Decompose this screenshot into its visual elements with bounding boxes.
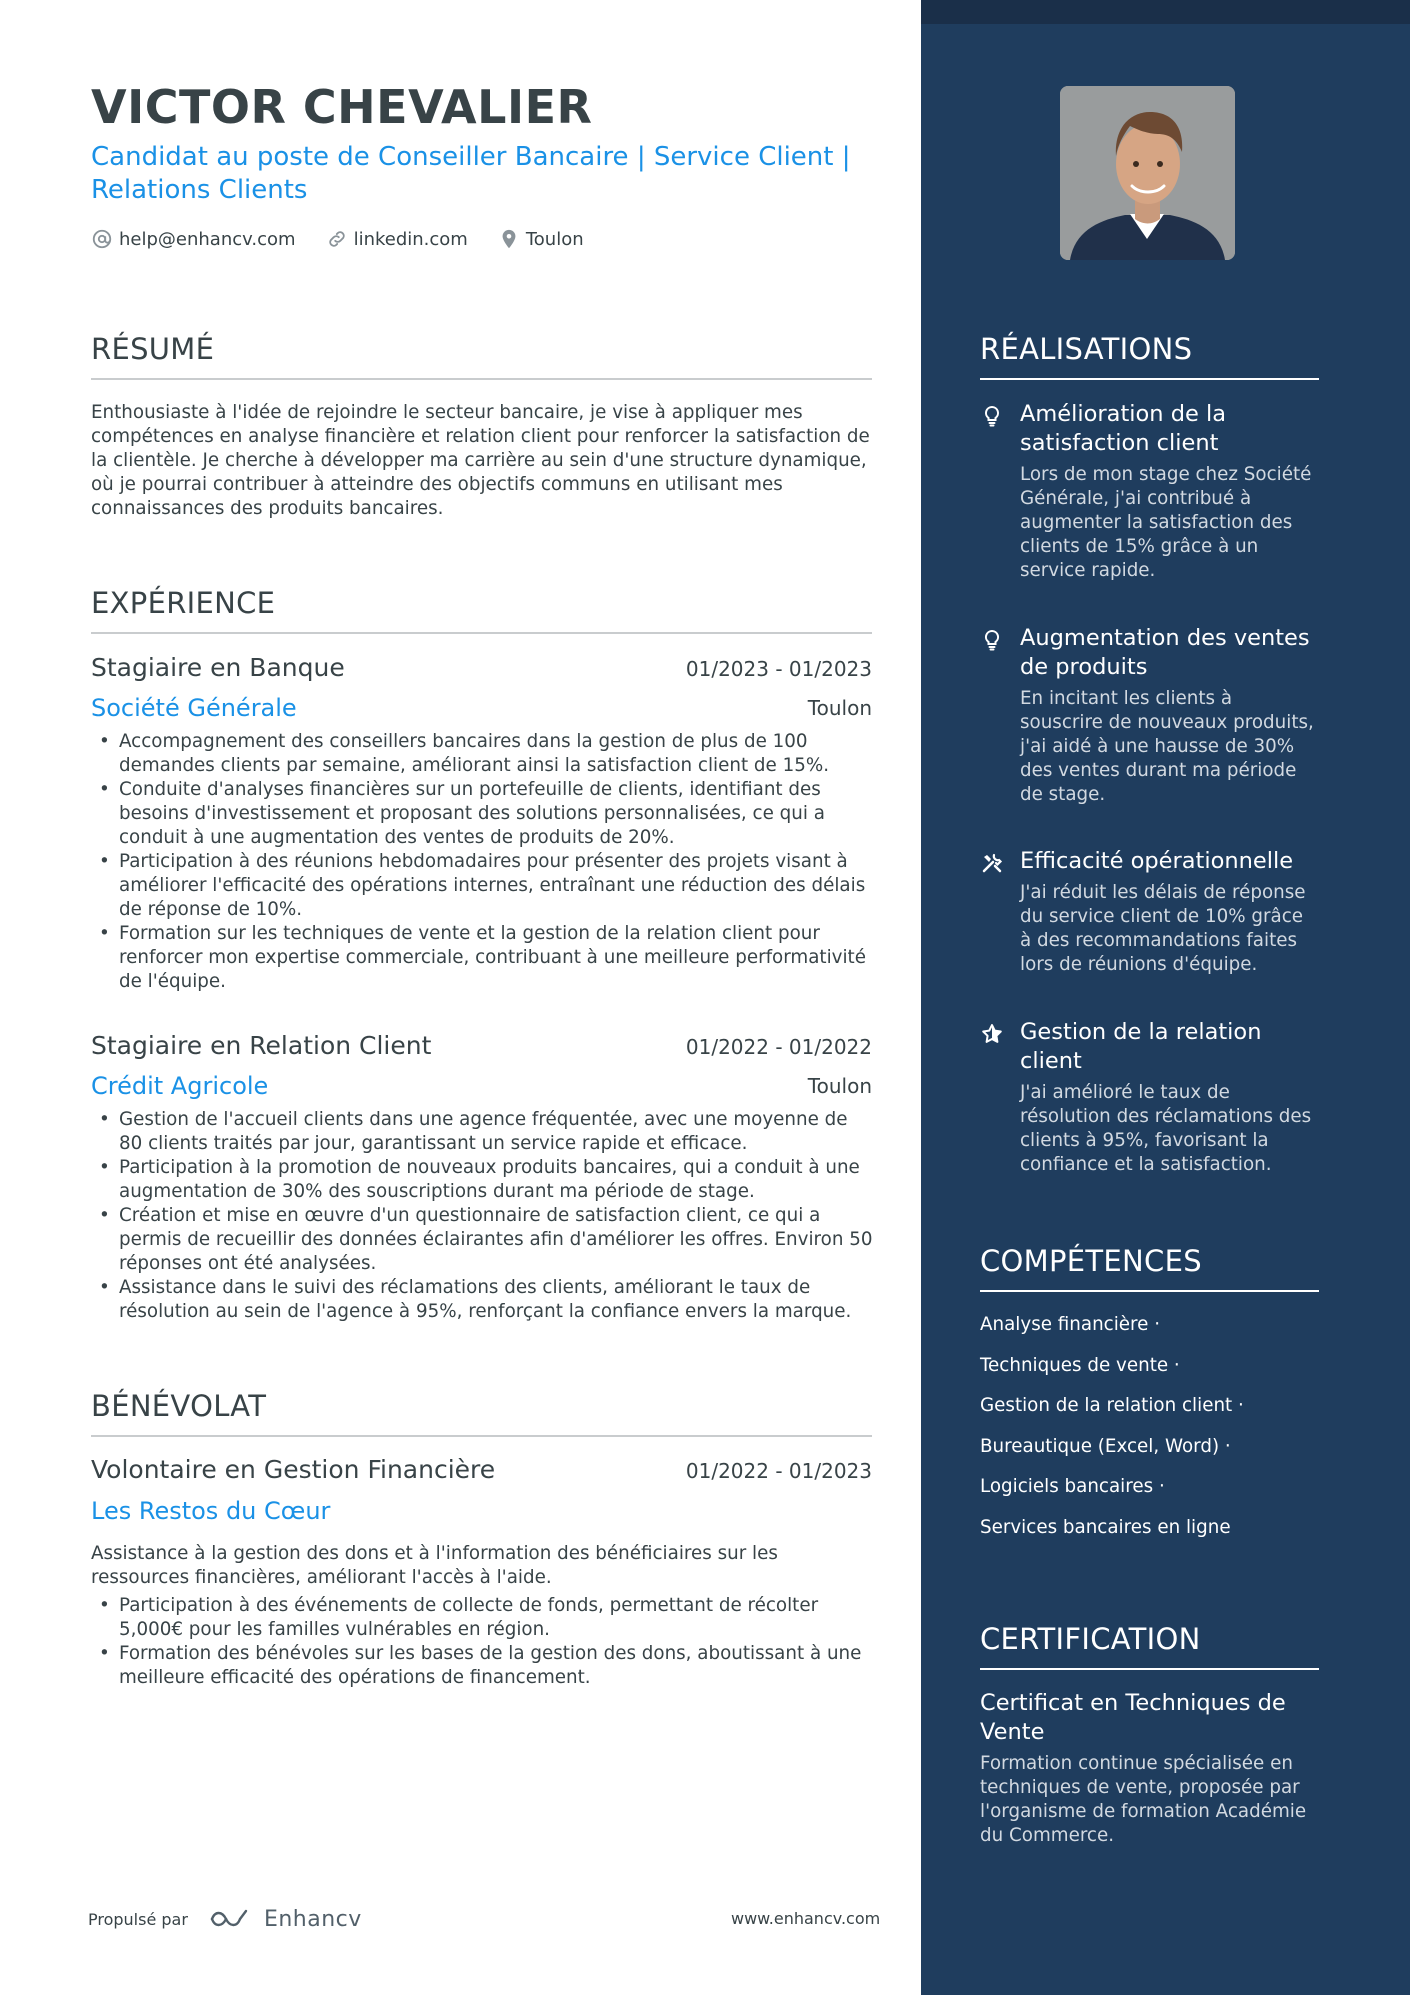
lightbulb-icon xyxy=(980,628,1004,652)
job-bullet: • Assistance dans le suivi des réclamations des clients, améliorant le taux de résolution au sein de l'agence à 95%, renforçant la confiance envers la marque. xyxy=(91,1276,876,1324)
job-dates: 01/2023 - 01/2023 xyxy=(685,657,872,681)
footer-website[interactable]: www.enhancv.com xyxy=(731,1909,881,1928)
job-dates: 01/2022 - 01/2022 xyxy=(685,1035,872,1059)
skill-item: Services bancaires en ligne xyxy=(980,1517,1231,1538)
certification-title: Certificat en Techniques de Vente xyxy=(980,1690,1286,1745)
experience-divider xyxy=(91,632,872,634)
map-pin-icon xyxy=(498,228,520,250)
summary-text: Enthousiaste à l'idée de rejoindre le secteur bancaire, je vise à appliquer mes compétences en analyse financière et relation client pour renforcer la satisfaction de la clientèle. Je cherche à développer ma carrière au sein d'une structure dynamique, où je pourrai contribuer à atteindre des objectifs communs en utilisant mes connaissances des produits bancaires. xyxy=(91,402,870,519)
footer-branding xyxy=(88,1906,362,1932)
contact-email-text: help@enhancv.com xyxy=(119,228,296,250)
achievement-description: Lors de mon stage chez Société Générale, j'ai contribué à augmenter la satisfaction des clients de 15% grâce à un service rapide. xyxy=(1020,464,1312,581)
achievements-heading: RÉALISATIONS xyxy=(980,332,1193,366)
volunteer-role: Volontaire en Gestion Financière xyxy=(91,1455,496,1484)
tools-icon xyxy=(980,851,1004,875)
achievement-item xyxy=(980,1018,1320,1177)
volunteer-bullets xyxy=(91,1594,876,1690)
skills-divider xyxy=(980,1290,1319,1292)
profile-photo-image xyxy=(1060,86,1235,260)
skill-item: Bureautique (Excel, Word) · xyxy=(980,1436,1231,1457)
achievement-title: Amélioration de la satisfaction client xyxy=(1020,401,1227,456)
job-bullet: • Conduite d'analyses financières sur un portefeuille de clients, identifiant des besoins d'investissement et proposant des solutions personnalisées, ce qui a conduit à une augmentation des ventes de produits de 20%. xyxy=(91,778,876,850)
link-icon xyxy=(326,228,348,250)
job-bullets xyxy=(91,1108,876,1324)
job-location: Toulon xyxy=(807,696,872,720)
at-icon xyxy=(91,228,113,250)
sidebar-top-bar xyxy=(921,0,1410,24)
job-bullet: • Création et mise en œuvre d'un questionnaire de satisfaction client, ce qui a permis de recueillir des données éclairantes afin d'améliorer les offres. Environ 50 réponses ont été analysées. xyxy=(91,1204,876,1276)
volunteer-dates: 01/2022 - 01/2023 xyxy=(685,1459,872,1483)
achievements-divider xyxy=(980,378,1319,380)
profile-photo xyxy=(1060,86,1235,260)
skill-item: Analyse financière · xyxy=(980,1314,1161,1335)
job-company: Société Générale xyxy=(91,694,297,722)
enhancv-logo-icon xyxy=(208,1906,256,1932)
certification-heading: CERTIFICATION xyxy=(980,1622,1201,1656)
summary-divider xyxy=(91,378,872,380)
volunteer-bullet: • Participation à des événements de collecte de fonds, permettant de récolter 5,000€ pour les familles vulnérables en région. xyxy=(91,1594,876,1642)
candidate-name: VICTOR CHEVALIER xyxy=(91,80,593,134)
candidate-title: Candidat au poste de Conseiller Bancaire | Service Client | Relations Clients xyxy=(91,142,851,205)
achievement-description: En incitant les clients à souscrire de nouveaux produits, j'ai aidé à une hausse de 30% des ventes durant ma période de stage. xyxy=(1020,688,1314,805)
skill-item: Gestion de la relation client · xyxy=(980,1395,1244,1416)
experience-heading: EXPÉRIENCE xyxy=(91,586,276,620)
skill-item: Logiciels bancaires · xyxy=(980,1476,1165,1497)
enhancv-logo[interactable] xyxy=(208,1906,362,1932)
job-bullet: • Accompagnement des conseillers bancaires dans la gestion de plus de 100 demandes clients par semaine, améliorant ainsi la satisfaction client de 15%. xyxy=(91,730,876,778)
job-location: Toulon xyxy=(807,1074,872,1098)
certification-divider xyxy=(980,1668,1319,1670)
contact-linkedin-text: linkedin.com xyxy=(353,228,468,250)
contact-email[interactable] xyxy=(91,228,296,250)
job-role: Stagiaire en Relation Client xyxy=(91,1031,432,1060)
volunteer-bullet: • Formation des bénévoles sur les bases de la gestion des dons, aboutissant à une meilleure efficacité des opérations de financement. xyxy=(91,1642,876,1690)
lightbulb-icon xyxy=(980,404,1004,428)
achievement-item xyxy=(980,400,1320,583)
volunteer-organization: Les Restos du Cœur xyxy=(91,1497,331,1525)
contact-linkedin[interactable] xyxy=(326,228,468,250)
achievement-description: J'ai amélioré le taux de résolution des réclamations des clients à 95%, favorisant la confiance et la satisfaction. xyxy=(1020,1082,1312,1175)
job-bullet: • Gestion de l'accueil clients dans une agence fréquentée, avec une moyenne de 80 clients traités par jour, garantissant un service rapide et efficace. xyxy=(91,1108,876,1156)
achievement-title: Gestion de la relation client xyxy=(1020,1019,1262,1074)
summary-heading: RÉSUMÉ xyxy=(91,332,215,366)
volunteering-divider xyxy=(91,1435,872,1437)
job-role: Stagiaire en Banque xyxy=(91,653,345,682)
job-bullets xyxy=(91,730,876,994)
enhancv-logo-text: Enhancv xyxy=(263,1906,362,1932)
achievement-title: Efficacité opérationnelle xyxy=(1020,848,1294,874)
skill-item: Techniques de vente · xyxy=(980,1355,1180,1376)
volunteer-description: Assistance à la gestion des dons et à l'information des bénéficiaires sur les ressources financières, améliorant l'accès à l'aide. xyxy=(91,1543,778,1588)
job-bullet: • Participation à la promotion de nouveaux produits bancaires, qui a conduit à une augmentation de 30% des souscriptions durant ma période de stage. xyxy=(91,1156,876,1204)
certification-description: Formation continue spécialisée en techniques de vente, proposée par l'organisme de formation Académie du Commerce. xyxy=(980,1753,1307,1846)
achievement-item xyxy=(980,624,1320,807)
contact-location xyxy=(498,228,584,250)
volunteering-heading: BÉNÉVOLAT xyxy=(91,1389,267,1423)
achievement-item xyxy=(980,847,1320,977)
powered-by-label: Propulsé par xyxy=(88,1909,188,1929)
contact-bar xyxy=(91,228,614,250)
skills-heading: COMPÉTENCES xyxy=(980,1244,1202,1278)
star-icon xyxy=(980,1022,1004,1046)
contact-location-text: Toulon xyxy=(525,228,584,250)
achievement-description: J'ai réduit les délais de réponse du service client de 10% grâce à des recommandations faites lors de réunions d'équipe. xyxy=(1020,882,1306,975)
job-company: Crédit Agricole xyxy=(91,1072,269,1100)
achievement-title: Augmentation des ventes de produits xyxy=(1020,625,1310,680)
job-bullet: • Participation à des réunions hebdomadaires pour présenter des projets visant à améliorer l'efficacité des opérations internes, entraînant une réduction des délais de réponse de 10%. xyxy=(91,850,876,922)
job-bullet: • Formation sur les techniques de vente et la gestion de la relation client pour renforcer mon expertise commerciale, contribuant à une meilleure performativité de l'équipe. xyxy=(91,922,876,994)
